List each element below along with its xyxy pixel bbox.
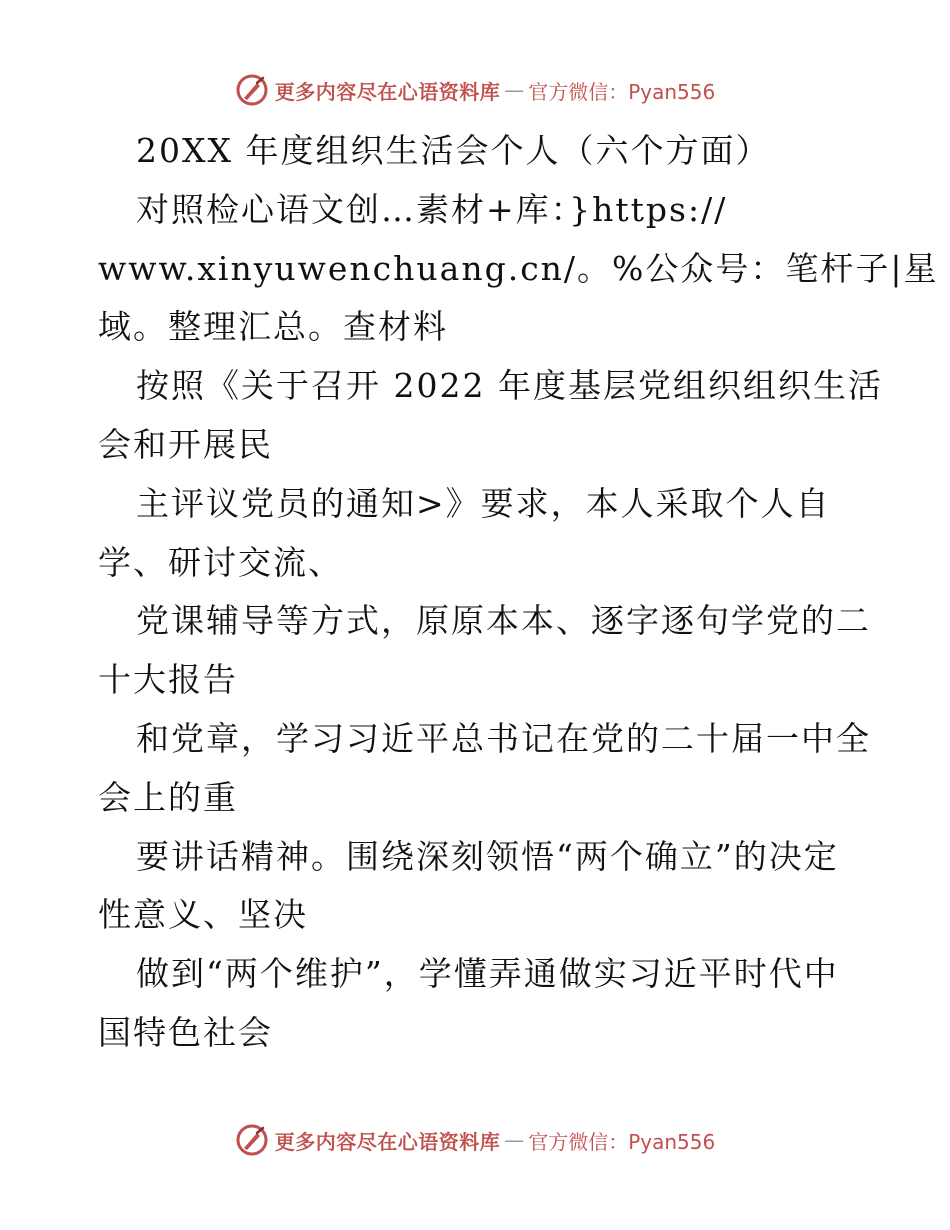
quill-logo-icon xyxy=(235,1123,269,1157)
quill-logo-icon xyxy=(235,73,269,107)
watermark-handle: 官方微信：Pyan556 xyxy=(528,79,716,104)
watermark-handle: 官方微信：Pyan556 xyxy=(528,1129,716,1154)
document-body xyxy=(98,122,939,1063)
text-line: 十大报告 xyxy=(98,660,238,700)
text-line: 会上的重 xyxy=(98,777,238,817)
text-line: 对照检心语文创…素材+库：}https:// xyxy=(136,189,728,229)
header-watermark xyxy=(0,70,950,110)
text-line: 党课辅导等方式，原原本本、逐字逐句学党的二 xyxy=(136,601,871,641)
text-line: 20XX 年度组织生活会个人（六个方面） xyxy=(136,131,771,170)
text-line: 性意义、坚决 xyxy=(98,895,308,935)
text-line: www.xinyuwenchuang.cn/。%公众号：笔杆子|星 xyxy=(98,248,939,288)
text-line: 域。整理汇总。查材料 xyxy=(98,307,448,347)
text-line: 和党章，学习习近平总书记在党的二十届一中全 xyxy=(136,718,871,758)
text-line: 按照《关于召开 2022 年度基层党组织组织生活 xyxy=(136,366,883,406)
text-line: 要讲话精神。围绕深刻领悟“两个确立”的决定 xyxy=(136,836,839,876)
watermark-text: 更多内容尽在心语资料库 xyxy=(274,1129,501,1154)
text-line: 主评议党员的通知>》要求，本人采取个人自 xyxy=(136,483,831,523)
watermark-separator: — xyxy=(504,78,525,102)
watermark-text: 更多内容尽在心语资料库 xyxy=(274,79,501,104)
text-line: 做到“两个维护”，学懂弄通做实习近平时代中 xyxy=(136,954,839,994)
text-line: 学、研讨交流、 xyxy=(98,542,343,582)
watermark-separator: — xyxy=(504,1128,525,1152)
footer-watermark xyxy=(0,1120,950,1160)
text-line: 会和开展民 xyxy=(98,424,273,464)
text-line: 国特色社会 xyxy=(98,1012,273,1052)
